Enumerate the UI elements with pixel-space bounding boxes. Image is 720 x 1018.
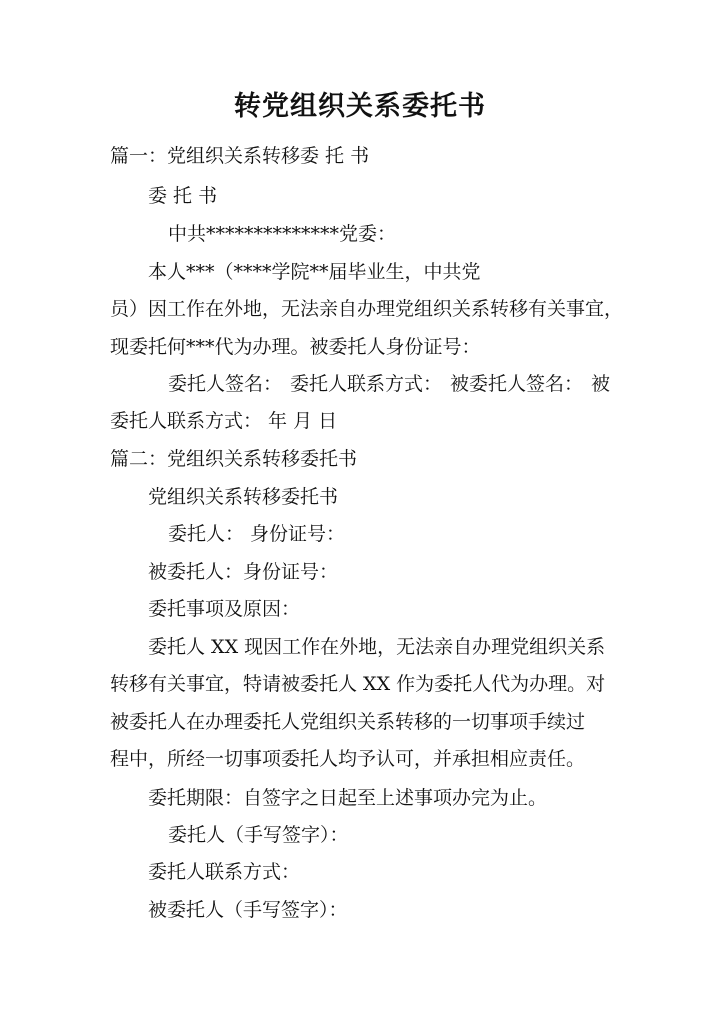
- part2-principal-line: 委托人： 身份证号：: [168, 523, 346, 545]
- part2-principal-contact: 委托人联系方式：: [148, 861, 301, 883]
- principal-contact-label: 委托人联系方式：: [289, 373, 442, 395]
- part2-matters-label: 委托事项及原因：: [148, 598, 301, 620]
- part2-period: 委托期限：自签字之日起至上述事项办完为止。: [148, 787, 548, 809]
- agent-contact-label-start: 被: [590, 373, 610, 395]
- part1-body-line-3: 现委托何***代为办理。被委托人身份证号：: [110, 336, 481, 358]
- part2-heading: 篇二：党组织关系转移委托书: [110, 448, 358, 470]
- part1-subtitle: 委 托 书: [148, 185, 218, 207]
- part2-body-line-4: 程中，所经一切事项委托人均予认可，并承担相应责任。: [110, 748, 586, 770]
- part1-body-line-2: 员）因工作在外地，无法亲自办理党组织关系转移有关事宜，: [110, 298, 624, 320]
- part1-recipient: 中共**************党委：: [168, 223, 397, 245]
- document-title: 转党组织关系委托书: [234, 91, 486, 122]
- part2-agent-signature: 被委托人（手写签字）：: [148, 899, 348, 921]
- part1-body-line-1: 本人***（****学院**届毕业生，中共党: [148, 261, 481, 283]
- principal-signature-label: 委托人签名：: [168, 373, 283, 395]
- part1-signature-line: [168, 372, 610, 396]
- part2-body-line-2: 转移有关事宜，特请被委托人 XX 作为委托人代为办理。对: [110, 673, 606, 695]
- part1-heading: 篇一：党组织关系转移委 托 书: [110, 145, 370, 167]
- agent-signature-label: 被委托人签名：: [449, 373, 583, 395]
- part2-body-line-1: 委托人 XX 现因工作在外地，无法亲自办理党组织关系: [148, 636, 606, 658]
- part2-subtitle: 党组织关系转移委托书: [148, 486, 339, 508]
- part1-signature-line-2: 委托人联系方式： 年 月 日: [110, 410, 338, 432]
- part2-principal-signature: 委托人（手写签字）：: [168, 824, 349, 846]
- part2-agent-line: 被委托人：身份证号：: [148, 561, 339, 583]
- part2-body-line-3: 被委托人在办理委托人党组织关系转移的一切事项手续过: [110, 711, 586, 733]
